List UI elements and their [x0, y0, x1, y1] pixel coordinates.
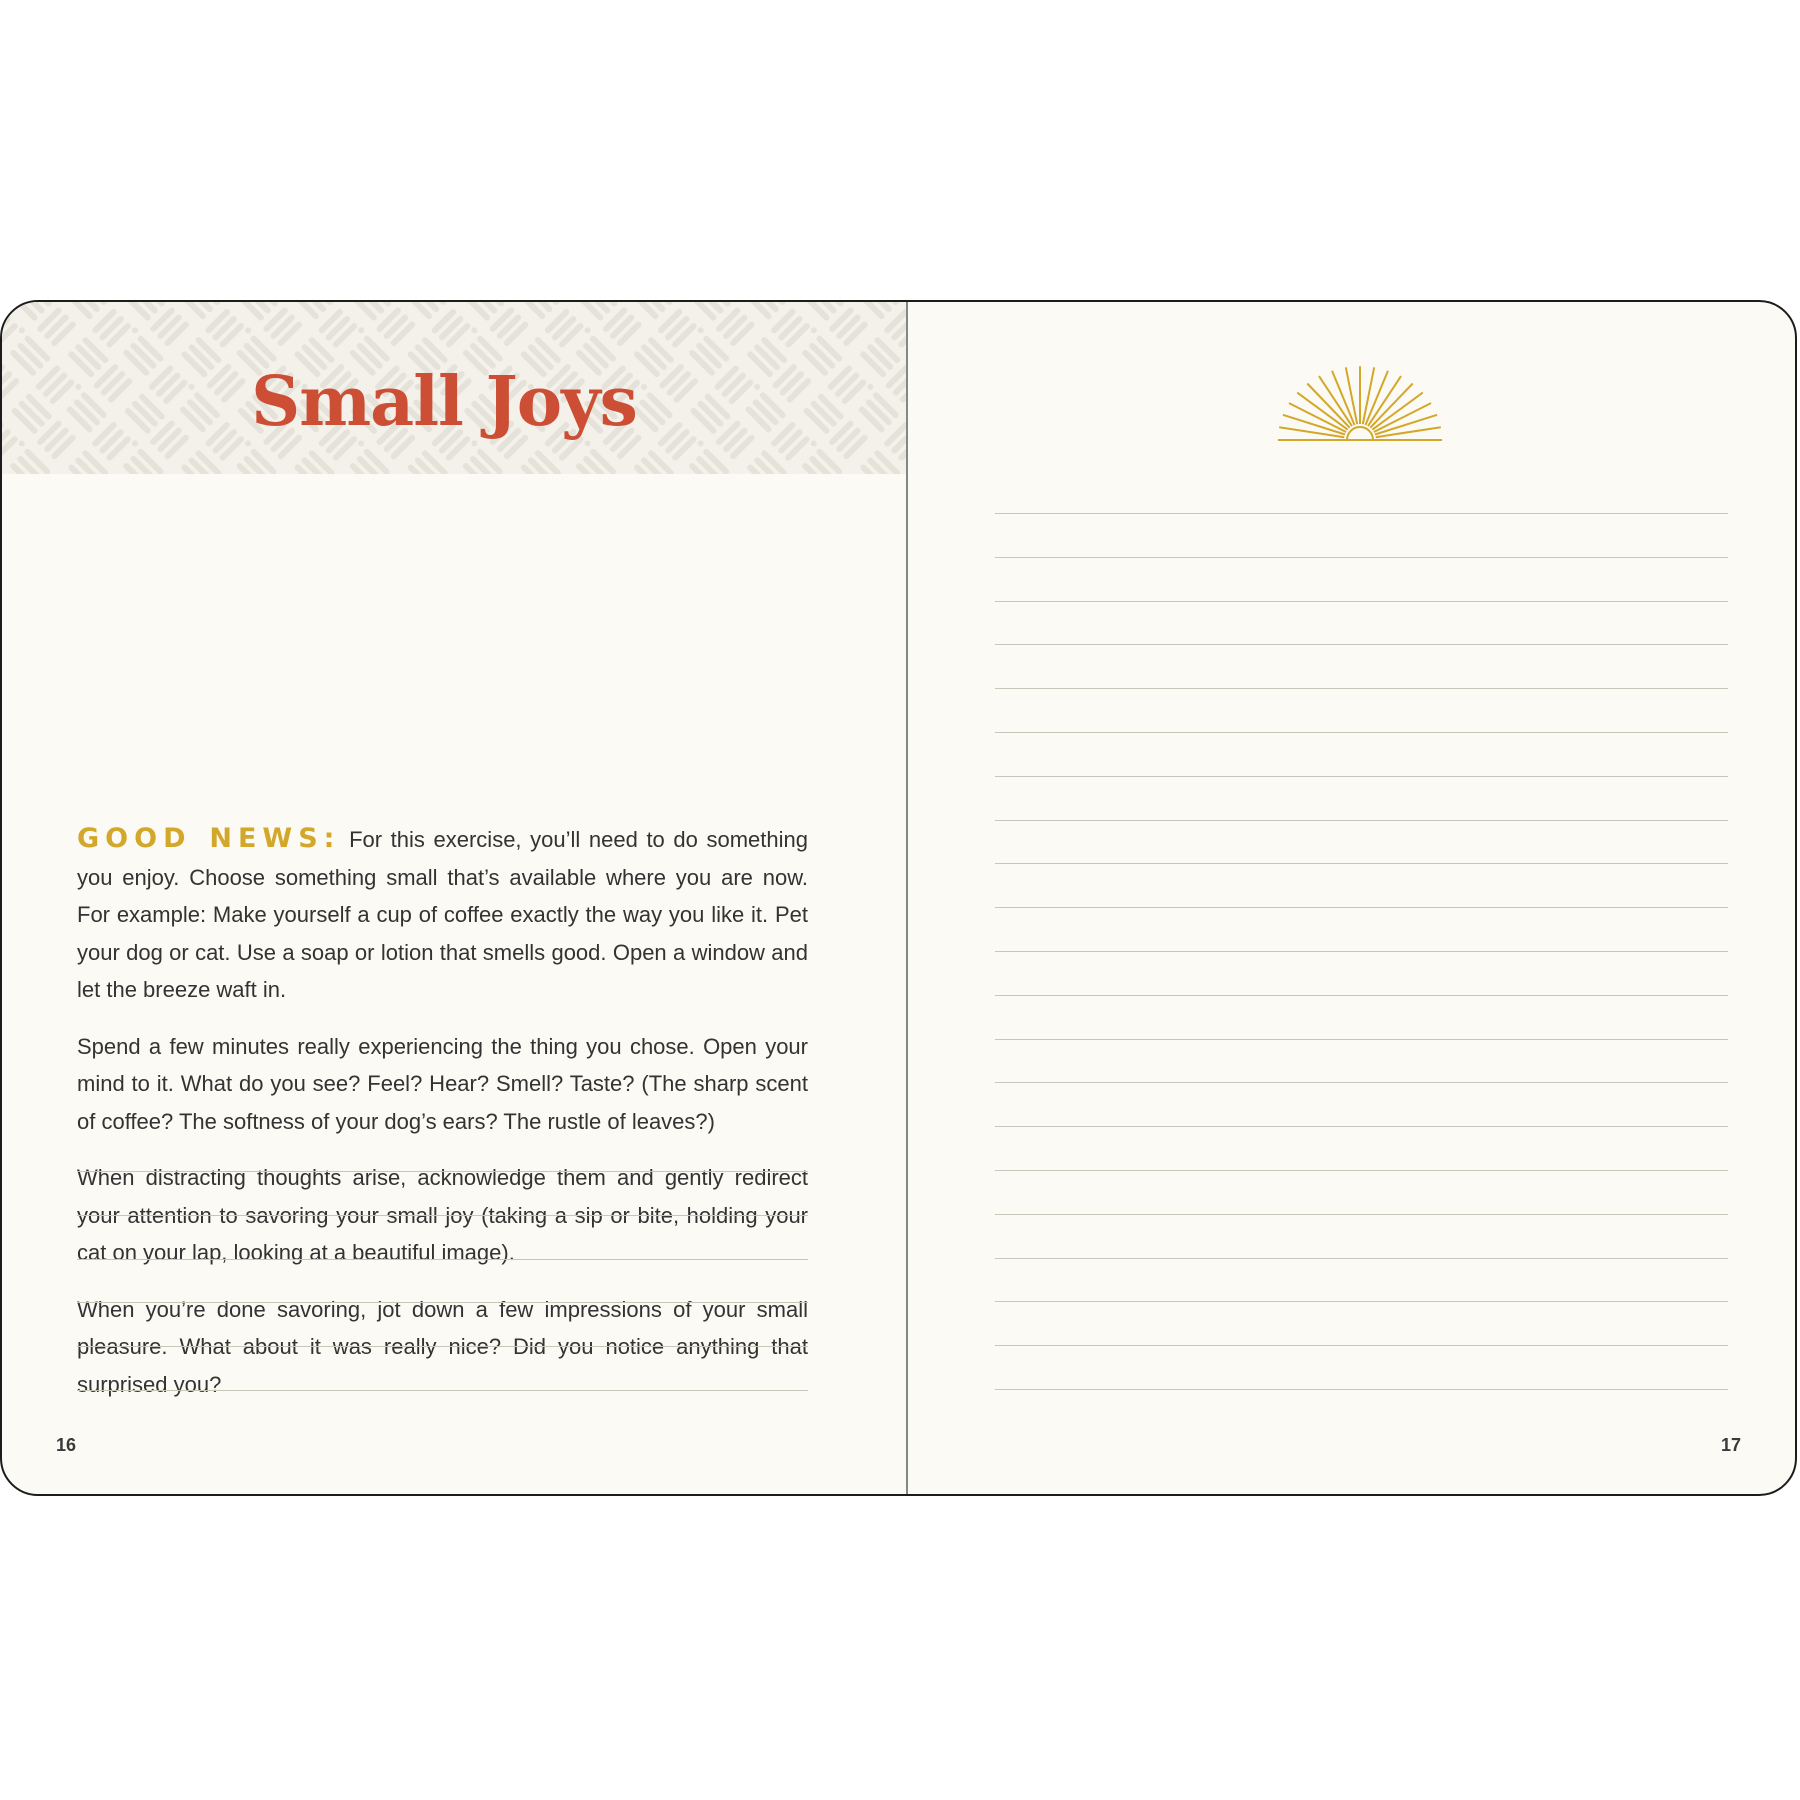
good-news-label: GOOD NEWS:: [77, 823, 341, 854]
writing-line[interactable]: [77, 1302, 808, 1303]
writing-line[interactable]: [995, 732, 1728, 733]
left-page: [2, 302, 906, 1494]
exercise-instructions: [77, 820, 808, 1422]
writing-line[interactable]: [995, 513, 1728, 514]
writing-line[interactable]: [995, 601, 1728, 602]
writing-line[interactable]: [995, 1345, 1728, 1346]
open-journal-spread: [0, 300, 1797, 1496]
writing-line[interactable]: [77, 1259, 808, 1260]
writing-line[interactable]: [77, 1390, 808, 1391]
writing-line[interactable]: [77, 1171, 808, 1172]
sun-arc: [1347, 427, 1373, 440]
instruction-paragraph: Spend a few minutes really experiencing the thing you chose. Open your mind to it. What do you see? Feel? Hear? Smell? Taste? (The sharp scent of coffee? The softness of your dog’s ears? The rustle of leaves?): [77, 1033, 808, 1134]
writing-line[interactable]: [995, 1170, 1728, 1171]
right-page: [908, 302, 1795, 1494]
writing-line[interactable]: [995, 1214, 1728, 1215]
writing-line[interactable]: [995, 863, 1728, 864]
page-title: Small Joys: [251, 362, 637, 442]
writing-line[interactable]: [995, 776, 1728, 777]
writing-line[interactable]: [77, 1215, 808, 1216]
writing-line[interactable]: [995, 1389, 1728, 1390]
writing-line[interactable]: [995, 557, 1728, 558]
writing-line[interactable]: [995, 907, 1728, 908]
instruction-paragraph: When distracting thoughts arise, acknowledge them and gently redirect your attention to savoring your small joy (taking a sip or bite, holding your cat on your lap, looking at a beautiful image).: [77, 1165, 808, 1265]
writing-line[interactable]: [995, 1258, 1728, 1259]
writing-line[interactable]: [995, 1039, 1728, 1040]
writing-line[interactable]: [995, 951, 1728, 952]
writing-line[interactable]: [77, 1346, 808, 1347]
page-number-right: 17: [1720, 1435, 1741, 1455]
writing-line[interactable]: [995, 644, 1728, 645]
page-number-left: 16: [56, 1435, 77, 1455]
instruction-paragraph: [77, 820, 808, 1009]
writing-line[interactable]: [995, 1082, 1728, 1083]
instruction-paragraph: When you’re done savoring, jot down a few impressions of your small pleasure. What about it was really nice? Did you notice anything that surprised you?: [77, 1296, 808, 1397]
paragraph-text: For this exercise, you’ll need to do something you enjoy. Choose something small that’s available where you are now. For example: Make yourself a cup of coffee exactly the way you like it. Pet your dog or cat. Use a soap or lotion that smells good. Open a window and let the breeze waft in.: [77, 827, 808, 1002]
writing-line[interactable]: [995, 1126, 1728, 1127]
sunburst-icon: [1275, 356, 1445, 446]
writing-line[interactable]: [995, 995, 1728, 996]
writing-line[interactable]: [995, 688, 1728, 689]
writing-line[interactable]: [995, 1301, 1728, 1302]
writing-line[interactable]: [995, 820, 1728, 821]
